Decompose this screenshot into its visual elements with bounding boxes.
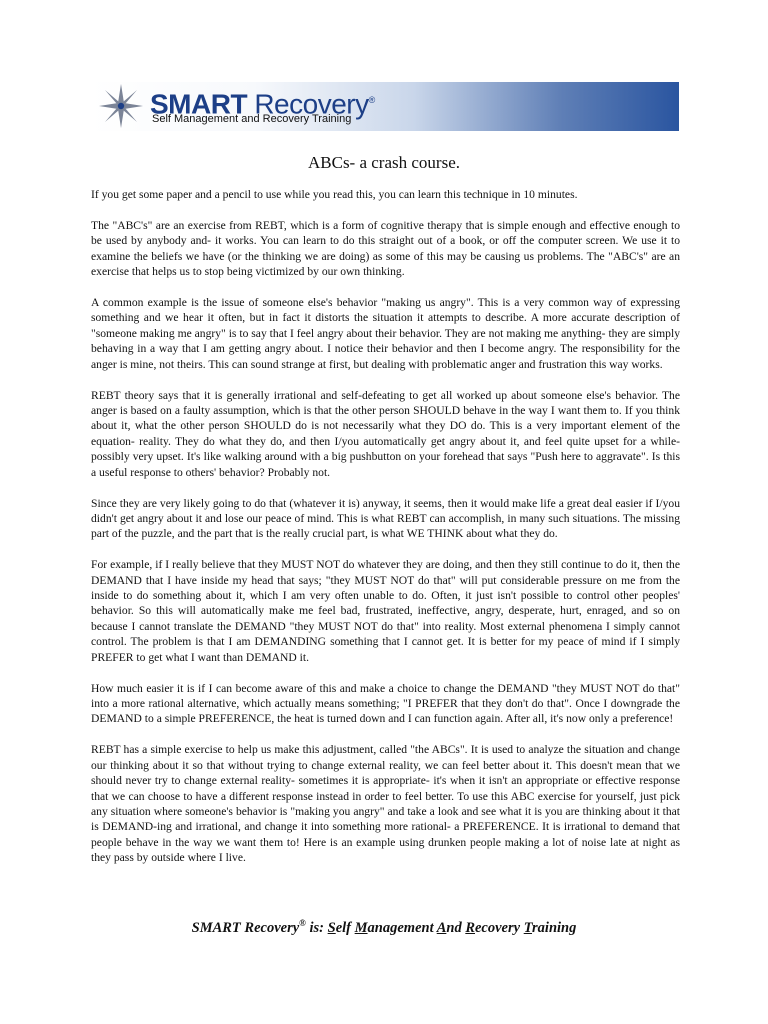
header-banner — [90, 82, 679, 131]
footer-word-anagement: anagement — [367, 919, 437, 936]
paragraph-3: A common example is the issue of someone else's behavior "making us angry". This is a very common way of expressing something and we hear it often, but in fact it distorts the situation it attempts to describe. A more accurate description of "someone making me angry" is to say that I feel angry about their behavior. They are not making me anything- they are simply behaving in a way that I am getting angry about. I notice their behavior and then I become angry. The responsibility for the anger is mine, not theirs. This can sound strange at first, but dealing with problematic anger and frustration this way works. — [91, 296, 680, 371]
footer-word-ecovery: ecovery — [475, 919, 524, 936]
footer-is: is: — [305, 919, 328, 936]
paragraph-1: If you get some paper and a pencil to use while you read this, you can learn this technique in 10 minutes. — [91, 188, 578, 201]
footer-letter-m: M — [354, 919, 368, 936]
document-title: ABCs- a crash course. — [307, 153, 460, 172]
footer-letter-a: A — [436, 919, 447, 936]
paragraph-7: How much easier it is if I can become aware of this and make a choice to change the DEMAND "they MUST NOT do that" into a more rational alternative, which actually means something; "I PREFER that they don't do that". Once I downgrade the DEMAND to a simple PREFERENCE, the heat is turned down and I can function again. After all, it's now only a preference! — [91, 681, 680, 726]
brand-registered-mark: ® — [368, 95, 375, 105]
paragraph-8: REBT has a simple exercise to help us make this adjustment, called "the ABCs". It is used to analyze the situation and change our thinking about it so that without trying to change external reality, we can feel better about it. This doesn't mean that we should never try to change external reality- sometimes it is appropriate- it's when it isn't an appropriate or effective response that we can choose to have a different response instead in order to feel better. To use this ABC exercise for yourself, just pick any situation where someone's behavior is "making you angry" and take a look and see what it is you are thinking about it that is DEMAND-ing and irrational, and change it into something more rational- a PREFERENCE. It is irrational to demand that people behave in the way we want them to! Here is an example using drunken people making a lot of noise late at night as they pass by outside where I live. — [91, 743, 680, 865]
paragraph-4: REBT theory says that it is generally irrational and self-defeating to get all worked up about someone else's behavior. The anger is based on a faulty assumption, which is that the other person SHOULD behave in the way I want them to. If you think about it, what the other person SHOULD do is not necessarily what they DO do. This is a very important element of the equation- reality. They do what they do, and then I/you automatically get angry about it, and feel quite upset for a while- possibly very upset. It's like walking around with a big pushbutton on your forehead that says "Push here to aggravate". Is this a useful response to others' behavior? Probably not. — [91, 388, 680, 479]
footer-word-elf: elf — [335, 919, 355, 936]
brand-regular: Recovery — [247, 88, 369, 120]
footer-slogan — [0, 913, 768, 938]
document-body — [91, 187, 680, 881]
paragraph-5: Since they are very likely going to do that (whatever it is) anyway, it seems, then it would make life a great deal easier if I/you didn't get angry about it and lose our peace of mind. This is what REBT can accomplish, in many such situations. The missing part of the puzzle, and the part that is the really crucial part, is what WE THINK about what they do. — [91, 496, 680, 541]
paragraph-2: The "ABC's" are an exercise from REBT, which is a form of cognitive therapy that is simple enough and effective enough to be used by anybody and- it works. You can learn to do this straight out of a book, or off the computer screen. We use it to examine the beliefs we have (or the thinking we are doing) as some of this may be causing us problems. The "ABC's" are an exercise that helps us to stop being victimized by our own thinking. — [91, 218, 680, 279]
footer-letter-s: S — [327, 919, 336, 936]
footer-letter-r: R — [465, 919, 475, 936]
paragraph-6: For example, if I really believe that they MUST NOT do whatever they are doing, and then they still continue to do it, then the DEMAND that I have inside my head that says; "they MUST NOT do that" will put considerable pressure on me from the inside to do something about it, which I am very often unable to do. Often, it just isn't possible to control other peoples' behavior. So this will automatically make me feel bad, frustrated, ineffective, angry, desperate, hurt, enraged, and so on because I cannot translate the DEMAND "they MUST NOT do that" into reality. Most external phenomena I simply cannot control. The problem is that I am DEMANDING something that I cannot get. It is better for my peace of mind if I simply PREFER to get what I want than DEMAND it. — [91, 558, 680, 664]
brand-bold: SMART — [150, 88, 248, 120]
footer-registered-mark: ® — [299, 918, 306, 928]
star-logo-icon — [98, 83, 144, 129]
footer-brand: SMART Recovery — [191, 919, 300, 936]
footer-word-raining: raining — [532, 919, 577, 936]
footer-letter-t: T — [523, 919, 533, 936]
footer-word-nd: nd — [446, 919, 466, 936]
brand-tagline: Self Management and Recovery Training — [152, 113, 352, 125]
